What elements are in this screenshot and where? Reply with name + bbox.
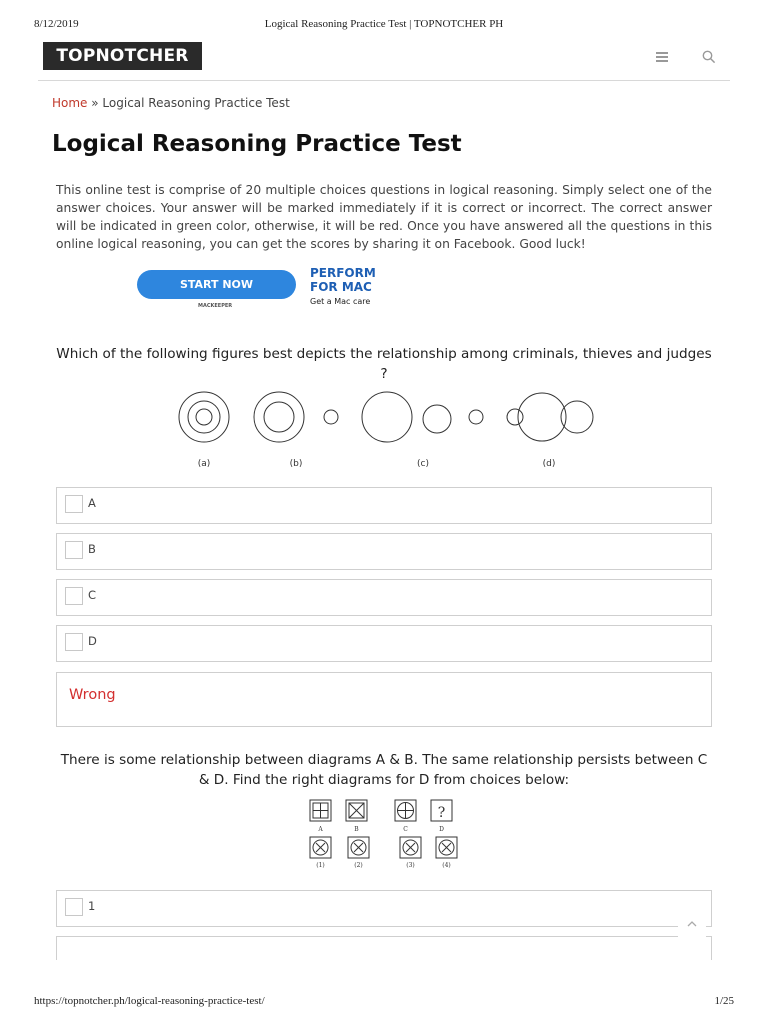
answer-feedback-box	[56, 672, 712, 727]
breadcrumb-separator: »	[87, 96, 103, 110]
breadcrumb-home-link[interactable]: Home	[52, 96, 88, 110]
figure-label-b: (b)	[289, 459, 303, 469]
print-page-number: 1/25	[714, 995, 734, 1007]
question-2-diagram-figure	[300, 796, 470, 872]
breadcrumb-current: Logical Reasoning Practice Test	[102, 96, 290, 110]
figure-label-b: B	[354, 826, 359, 833]
site-logo[interactable]: TOPNOTCHER	[43, 42, 202, 70]
figure-label-d: D	[439, 826, 444, 833]
answer-option-c[interactable]	[56, 579, 712, 616]
option-label: D	[88, 634, 97, 648]
figure-label-d: (d)	[542, 459, 556, 469]
print-page-title: Logical Reasoning Practice Test | TOPNOTCHER PH	[264, 18, 504, 30]
figure-label-3: (3)	[406, 862, 415, 869]
figure-label-c: (c)	[417, 459, 429, 469]
option-checkbox[interactable]	[65, 495, 83, 513]
answer-option-d[interactable]	[56, 625, 712, 662]
option-checkbox[interactable]	[65, 898, 83, 916]
intro-paragraph: This online test is comprise of 20 multiple choices questions in logical reasoning. Simply select one of the answer choices. Your answer will be marked immediately if it is correct or incorrect. The correct answer will be indicated in green color, otherwise, it will be red. Once you have answered all the questions in this online logical reasoning, you can get the scores by sharing it on Facebook. Good luck!	[56, 183, 712, 251]
answer-option-b[interactable]	[56, 533, 712, 570]
answer-option-a[interactable]	[56, 487, 712, 524]
question-1-venn-figure	[170, 388, 600, 472]
figure-label-a: A	[318, 826, 323, 833]
ad-banner-text[interactable]	[310, 266, 376, 310]
chevron-up-icon	[678, 911, 706, 937]
search-icon[interactable]	[702, 50, 716, 64]
option-checkbox[interactable]	[65, 587, 83, 605]
figure-label-1: (1)	[316, 862, 325, 869]
scroll-to-top-button[interactable]	[678, 911, 706, 937]
option-checkbox[interactable]	[65, 541, 83, 559]
question-2-text: There is some relationship between diagrams A & B. The same relationship persists between C & D. Find the right diagrams for D from choices below:	[60, 752, 708, 788]
question-1-text: Which of the following figures best depicts the relationship among criminals, thieves and judges ?	[56, 346, 712, 382]
option-label: B	[88, 542, 96, 556]
ad-subtext: Get a Mac care	[310, 297, 371, 306]
figure-label-4: (4)	[442, 862, 451, 869]
ad-headline-line-2: FOR MAC	[310, 280, 372, 294]
header-divider	[38, 80, 730, 81]
figure-label-c: C	[403, 826, 408, 833]
option-label: 1	[88, 899, 96, 913]
figure-question-mark: ?	[437, 805, 446, 821]
option-checkbox[interactable]	[65, 633, 83, 651]
ad-headline-line-1: PERFORM	[310, 266, 376, 280]
answer-feedback-text: Wrong	[69, 687, 116, 703]
ad-brand-label: MACKEEPER	[198, 303, 233, 309]
breadcrumb	[52, 96, 290, 110]
figure-label-a: (a)	[197, 459, 211, 469]
figure-label-2: (2)	[354, 862, 363, 869]
answer-option-2[interactable]	[56, 936, 712, 960]
answer-option-1[interactable]	[56, 890, 712, 927]
ad-start-now-button[interactable]: START NOW	[137, 270, 296, 299]
print-date: 8/12/2019	[34, 18, 79, 30]
print-url: https://topnotcher.ph/logical-reasoning-practice-test/	[34, 995, 265, 1007]
hamburger-menu-icon[interactable]	[656, 52, 668, 62]
page-title: Logical Reasoning Practice Test	[52, 131, 462, 157]
option-label: A	[88, 496, 96, 510]
option-label: C	[88, 588, 97, 602]
